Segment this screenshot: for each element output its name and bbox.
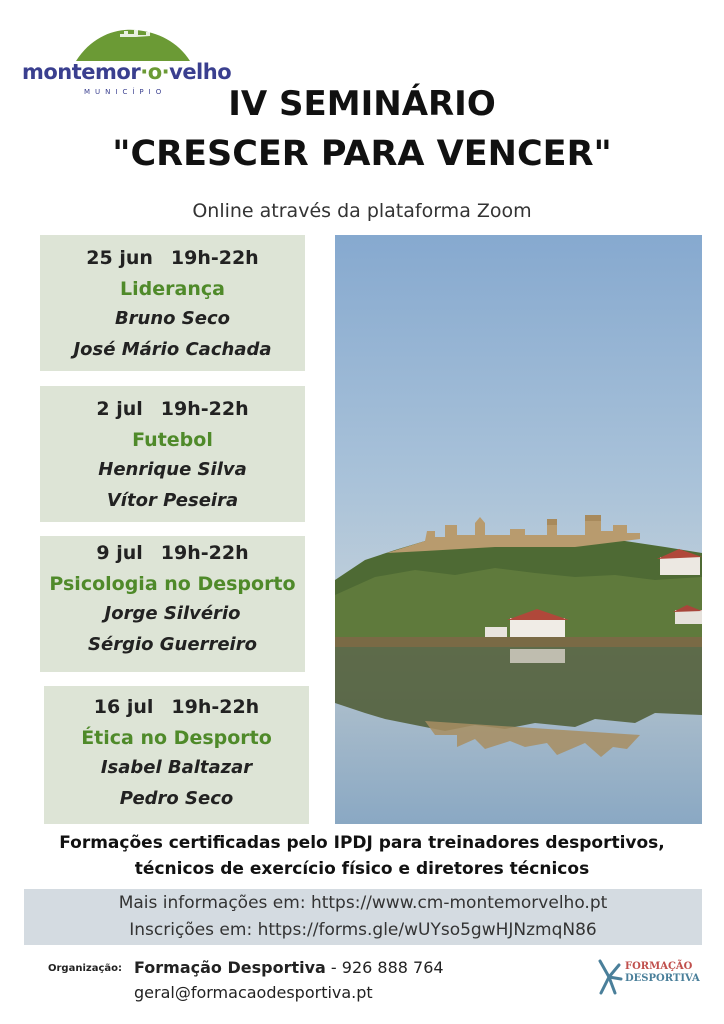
seminar-subtitle: Online através da plataforma Zoom — [192, 200, 532, 222]
cert-line: Formações certificadas pelo IPDJ para treinadores desportivos, — [59, 833, 665, 853]
session-topic: Futebol — [132, 428, 213, 451]
session-topic: Liderança — [120, 277, 225, 300]
seminar-title: IV SEMINÁRIO — [228, 84, 496, 124]
session-card — [40, 386, 305, 522]
session-speaker: Bruno Seco — [114, 308, 231, 329]
session-speaker: Pedro Seco — [119, 787, 234, 809]
session-speaker: Jorge Silvério — [104, 603, 241, 624]
castle-hill-logo-icon — [74, 28, 192, 62]
cert-line: técnicos de exercício físico e diretores técnicos — [134, 859, 590, 879]
session-speaker: Isabel Baltazar — [100, 757, 253, 778]
session-speaker: Vítor Peseira — [106, 489, 239, 511]
organizer-name: Formação Desportiva - 926 888 764 — [134, 958, 444, 977]
info-band — [24, 889, 702, 945]
certification-note — [0, 830, 724, 882]
session-card — [44, 686, 309, 824]
session-card — [40, 536, 305, 672]
session-speaker: Sérgio Guerreiro — [88, 633, 257, 655]
logo-wordmark: montemor·o·velho — [22, 60, 232, 84]
session-speaker: José Mário Cachada — [73, 338, 272, 360]
organizer-email[interactable]: geral@formacaodesportiva.pt — [134, 983, 373, 1002]
session-speaker: Henrique Silva — [98, 459, 247, 480]
registration-link[interactable]: Inscrições em: https://forms.gle/wUYso5gwHJNzmqN86 — [129, 920, 597, 940]
session-datetime: 25 jun 19h-22h — [86, 247, 259, 269]
seminar-name: "CRESCER PARA VENCER" — [112, 134, 612, 174]
session-datetime: 16 jul 19h-22h — [93, 696, 260, 718]
fd-logo-text: FORMAÇÃO DESPORTIVA — [625, 961, 700, 984]
starburst-logo-icon — [597, 957, 623, 997]
session-card — [40, 235, 305, 371]
session-topic: Ética no Desporto — [81, 726, 272, 749]
more-info-link[interactable]: Mais informações em: https://www.cm-montemorvelho.pt — [118, 893, 608, 913]
organizer-label: Organização: — [48, 963, 122, 974]
formacao-desportiva-logo — [597, 955, 700, 999]
logo-subtitle: MUNICÍPIO — [84, 88, 167, 96]
castle-photo — [335, 235, 702, 824]
session-datetime: 9 jul 19h-22h — [96, 542, 249, 564]
session-topic: Psicologia no Desporto — [49, 572, 296, 595]
session-datetime: 2 jul 19h-22h — [96, 398, 249, 420]
